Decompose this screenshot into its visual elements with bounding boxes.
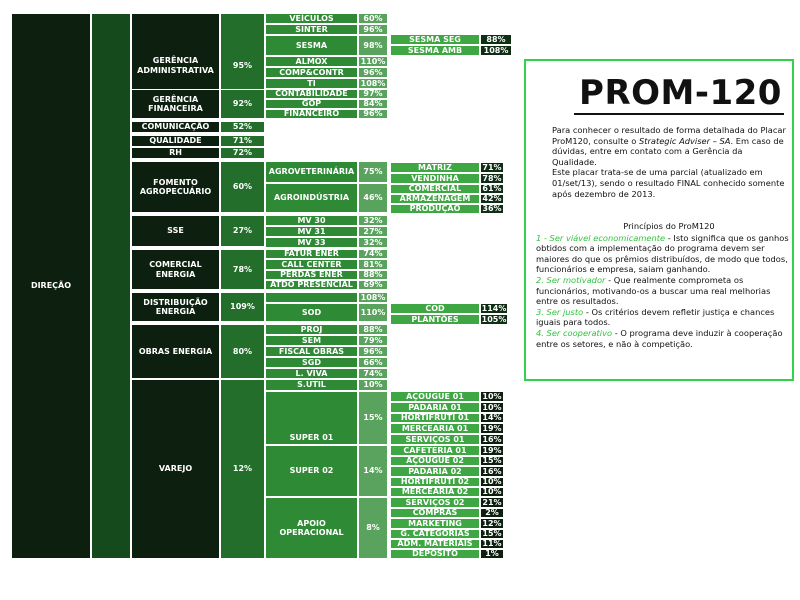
unit-name: MV 31	[297, 226, 326, 236]
unit-value	[480, 391, 504, 402]
value-text: 36%	[482, 204, 502, 214]
principle-item	[536, 233, 792, 275]
unit-value	[358, 183, 388, 213]
unit-contabilidade	[265, 89, 358, 99]
unit-financeiro	[265, 109, 358, 119]
unit-value	[358, 280, 388, 290]
unit-name: TI	[307, 78, 316, 88]
value-text: 71%	[482, 162, 502, 172]
unit-name: VENDINHA	[411, 173, 459, 183]
unit-name: MARKETING	[408, 518, 462, 528]
unit-name: COD	[425, 303, 445, 313]
unit-acougue-02	[390, 456, 480, 466]
value-text: 92%	[232, 99, 253, 109]
mgmt-name: GERÊNCIA ADMINISTRATIVA	[137, 56, 214, 75]
value-text: 11%	[482, 539, 502, 549]
unit-name: COMERCIAL	[408, 184, 462, 194]
mgmt-value	[220, 121, 265, 133]
unit-value	[480, 184, 504, 194]
unit-value	[480, 529, 504, 539]
unit-acougue-01	[390, 391, 480, 402]
value-text: 97%	[363, 89, 383, 99]
unit-name: GOP	[301, 99, 322, 109]
unit-servicos-01	[390, 434, 480, 445]
unit-matriz	[390, 162, 480, 173]
unit-name: PRODUÇÃO	[409, 204, 461, 214]
unit-value	[358, 215, 388, 226]
unit-padaria-01	[390, 402, 480, 413]
unit-value	[358, 497, 388, 559]
unit-name: SESMA SEG	[409, 34, 461, 44]
unit-name: ARMAZENAGEM	[399, 194, 471, 204]
unit-value	[358, 226, 388, 237]
unit-name: AÇOUGUE 01	[406, 391, 464, 401]
value-text: 16%	[482, 434, 502, 444]
unit-value	[480, 194, 504, 204]
unit-name: COMP&CONTR	[279, 67, 344, 77]
value-text: 27%	[232, 226, 253, 236]
principle-label: 4. Ser cooperativo	[536, 327, 613, 338]
director-connector-column	[91, 13, 131, 559]
unit-deposito	[390, 549, 480, 559]
unit-distrib-blank	[265, 292, 358, 303]
mgmt-name: SSE	[167, 226, 184, 236]
unit-name: FISCAL OBRAS	[278, 346, 345, 356]
unit-name: L. VIVA	[295, 368, 328, 378]
unit-value	[480, 34, 512, 45]
unit-adm-materiais	[390, 539, 480, 549]
unit-sem	[265, 335, 358, 346]
unit-name: MV 33	[297, 237, 326, 247]
unit-name: CONTABILIDADE	[275, 89, 348, 99]
value-text: 60%	[363, 13, 383, 23]
unit-mv31	[265, 226, 358, 237]
mgmt-value	[220, 89, 265, 119]
unit-name: AGROINDÚSTRIA	[273, 193, 350, 203]
unit-name: FINANCEIRO	[283, 109, 340, 119]
unit-name: AGROVETERINÁRIA	[268, 167, 355, 177]
value-text: 88%	[363, 324, 383, 334]
unit-name: SEM	[301, 335, 322, 345]
value-text: 15%	[482, 529, 502, 539]
unit-vendinha	[390, 173, 480, 184]
unit-s-util	[265, 379, 358, 391]
unit-value	[358, 237, 388, 248]
unit-super-02	[265, 445, 358, 497]
unit-value	[358, 24, 388, 35]
mgmt-value	[220, 161, 265, 213]
value-text: 78%	[232, 264, 253, 274]
mgmt-name: DISTRIBUIÇÃO ENERGIA	[143, 297, 208, 316]
unit-name: SOD	[301, 307, 322, 317]
value-text: 66%	[363, 357, 383, 367]
mgmt-name: FOMENTO AGROPECUÁRIO	[139, 177, 212, 196]
value-text: 15%	[363, 413, 383, 423]
value-text: 88%	[363, 270, 383, 280]
value-text: 10%	[482, 391, 502, 401]
principle-item	[536, 307, 792, 328]
unit-name: MERCEARIA 02	[401, 487, 469, 497]
value-text: 72%	[232, 148, 253, 158]
value-text: 96%	[363, 109, 383, 119]
unit-value	[480, 518, 504, 529]
principle-item	[536, 275, 792, 307]
unit-name: SUPER 02	[289, 466, 334, 476]
value-text: 110%	[360, 56, 386, 66]
unit-armazenagem	[390, 194, 480, 204]
unit-agroindustria	[265, 183, 358, 213]
value-text: 10%	[482, 402, 502, 412]
value-text: 79%	[363, 335, 383, 345]
principle-label: 2. Ser motivador	[536, 274, 606, 285]
director-box	[11, 13, 91, 559]
unit-hortifruti-01	[390, 413, 480, 423]
mgmt-name: OBRAS ENERGIA	[138, 346, 213, 356]
unit-value	[480, 487, 504, 497]
mgmt-value	[220, 135, 265, 147]
value-text: 110%	[360, 307, 386, 317]
unit-almox	[265, 56, 358, 67]
unit-value	[480, 45, 512, 56]
unit-atdo-presencial	[265, 280, 358, 290]
unit-mv33	[265, 237, 358, 248]
value-text: 108%	[360, 292, 386, 302]
unit-value	[358, 270, 388, 280]
unit-value	[480, 466, 504, 477]
value-text: 96%	[363, 67, 383, 77]
mgmt-rh	[131, 147, 220, 159]
unit-value	[358, 78, 388, 89]
unit-proj	[265, 324, 358, 335]
unit-fiscal-obras	[265, 346, 358, 357]
mgmt-comercial-energia	[131, 249, 220, 290]
unit-name: MV 30	[297, 215, 326, 225]
unit-perdas-ener	[265, 270, 358, 280]
value-text: 84%	[363, 99, 383, 109]
value-text: 15%	[482, 456, 502, 466]
unit-value	[358, 324, 388, 335]
prom-title: PROM-120	[579, 73, 782, 113]
value-text: 105%	[481, 314, 507, 324]
unit-gop	[265, 99, 358, 109]
unit-value	[480, 497, 504, 508]
mgmt-name: VAREJO	[158, 464, 193, 474]
value-text: 74%	[363, 368, 383, 378]
value-text: 2%	[485, 508, 499, 518]
unit-value	[480, 477, 504, 487]
value-text: 19%	[482, 445, 502, 455]
unit-value	[358, 357, 388, 368]
unit-mercearia-01	[390, 423, 480, 434]
value-text: 88%	[486, 34, 506, 44]
unit-name: AÇOUGUE 02	[406, 456, 464, 466]
unit-name: S.UTIL	[297, 380, 326, 390]
unit-value	[358, 67, 388, 78]
unit-name: HORTIFRUTI 01	[400, 413, 470, 423]
unit-cod	[390, 303, 480, 314]
value-text: 69%	[363, 280, 383, 290]
value-text: 60%	[232, 182, 253, 192]
unit-name: ALMOX	[295, 56, 328, 66]
unit-name: APOIO OPERACIONAL	[279, 518, 344, 537]
value-text: 61%	[482, 184, 502, 194]
unit-g-categorias	[390, 529, 480, 539]
unit-name: MERCEARIA 01	[401, 423, 469, 433]
unit-sinter	[265, 24, 358, 35]
unit-value	[358, 56, 388, 67]
value-text: 1%	[485, 549, 499, 559]
unit-apoio-operacional	[265, 497, 358, 559]
mgmt-fomento-agropecuario	[131, 161, 220, 213]
unit-name: SESMA AMB	[407, 45, 463, 55]
unit-value	[480, 456, 504, 466]
mgmt-value	[220, 147, 265, 159]
unit-compras	[390, 508, 480, 518]
unit-name: G. CATEGORIAS	[400, 529, 470, 539]
value-text: 52%	[232, 122, 253, 132]
value-text: 32%	[363, 237, 383, 247]
value-text: 21%	[482, 497, 502, 507]
unit-value	[480, 173, 504, 184]
intro-after: . Em caso de dúvidas, entre em contato com a Gerência da Qualidade.	[552, 135, 784, 167]
unit-sesma-amb	[390, 45, 480, 56]
unit-name: SINTER	[295, 24, 328, 34]
value-text: 32%	[363, 215, 383, 225]
value-text: 46%	[363, 193, 383, 203]
value-text: 10%	[363, 380, 383, 390]
intro-text	[552, 125, 788, 199]
unit-value	[358, 259, 388, 270]
unit-name: CAFETERIA 01	[403, 445, 467, 455]
unit-name: PLANTÕES	[411, 314, 459, 324]
value-text: 108%	[360, 78, 386, 88]
mgmt-value	[220, 249, 265, 290]
unit-mv30	[265, 215, 358, 226]
unit-super-01	[265, 391, 358, 445]
unit-value	[358, 368, 388, 379]
unit-veiculos	[265, 13, 358, 24]
value-text: 42%	[482, 194, 502, 204]
value-text: 74%	[363, 249, 383, 259]
principle-text: - Os critérios devem refletir justiça e chances iguais para todos.	[536, 306, 775, 328]
unit-name: SESMA	[295, 40, 328, 50]
intro-company: Strategic Adviser – SA	[638, 135, 731, 146]
principle-label: 3. Ser justo	[536, 306, 584, 317]
unit-call-center	[265, 259, 358, 270]
mgmt-qualidade	[131, 135, 220, 147]
value-text: 80%	[232, 346, 253, 356]
unit-value	[358, 161, 388, 183]
mgmt-gerencia-financeira	[131, 89, 220, 119]
unit-value	[358, 109, 388, 119]
unit-value	[358, 346, 388, 357]
unit-value	[358, 292, 388, 303]
unit-name: ATDO PRESENCIAL	[270, 280, 353, 290]
value-text: 16%	[482, 466, 502, 476]
unit-l-viva	[265, 368, 358, 379]
unit-name: SERVIÇOS 02	[405, 497, 465, 507]
value-text: 109%	[230, 302, 255, 312]
unit-sesma-seg	[390, 34, 480, 45]
mgmt-name: COMERCIAL ENERGIA	[149, 260, 202, 279]
mgmt-name: GERÊNCIA FINANCEIRA	[148, 94, 203, 113]
mgmt-sse	[131, 215, 220, 247]
principle-text: - Isto significa que os ganhos obtidos com a implementação do programa devem ser maiores do que os prêmios distribuídos, de modo que todos, funcionários e empresa, saiam ganhando.	[536, 232, 789, 275]
unit-name: CALL CENTER	[281, 259, 342, 269]
unit-producao	[390, 204, 480, 214]
unit-mercearia-02	[390, 487, 480, 497]
principles-section	[536, 221, 792, 349]
value-text: 98%	[363, 40, 383, 50]
unit-marketing	[390, 518, 480, 529]
unit-value	[358, 249, 388, 259]
intro-update: Este placar trata-se de uma parcial (atualizado em 01/set/13), sendo o resultado FINAL conhecido somente após dezembro de 2013.	[552, 167, 785, 199]
unit-fatur-ener	[265, 249, 358, 259]
director-label: DIREÇÃO	[30, 281, 72, 291]
value-text: 114%	[481, 303, 507, 313]
mgmt-name: QUALIDADE	[149, 136, 202, 146]
unit-name: FATUR ENER	[284, 249, 339, 259]
intro-paragraph	[552, 125, 788, 167]
unit-value	[480, 204, 504, 214]
unit-name: COMPRAS	[412, 508, 458, 518]
unit-name: HORTIFRUTI 02	[400, 477, 470, 487]
value-text: 27%	[363, 226, 383, 236]
unit-comp-contr	[265, 67, 358, 78]
unit-sgd	[265, 357, 358, 368]
mgmt-value	[220, 379, 265, 559]
mgmt-name: COMUNICAÇÃO	[141, 122, 210, 132]
unit-name: SGD	[302, 357, 321, 367]
principles-title: Princípios do ProM120	[623, 221, 715, 231]
principle-label: 1 - Ser viável economicamente	[536, 232, 666, 243]
value-text: 75%	[363, 167, 383, 177]
unit-sod	[265, 303, 358, 322]
mgmt-value	[220, 292, 265, 322]
unit-value	[358, 445, 388, 497]
unit-agroveterinaria	[265, 161, 358, 183]
mgmt-value	[220, 215, 265, 247]
unit-servicos-02	[390, 497, 480, 508]
unit-name: ADM. MATERIAIS	[397, 539, 473, 549]
principle-text: - O programa deve induzir à cooperação entre os setores, e não à competição.	[536, 327, 783, 349]
unit-name: PADARIA 02	[408, 466, 462, 476]
unit-value	[358, 35, 388, 56]
unit-name: VEÍCULOS	[289, 13, 334, 23]
unit-value	[358, 391, 388, 445]
mgmt-name: RH	[169, 148, 182, 158]
mgmt-comunicacao	[131, 121, 220, 133]
value-text: 10%	[482, 477, 502, 487]
unit-name: PROJ	[300, 324, 323, 334]
value-text: 78%	[482, 173, 502, 183]
unit-value	[358, 99, 388, 109]
unit-ti	[265, 78, 358, 89]
value-text: 10%	[482, 487, 502, 497]
unit-name: PERDAS ENER	[280, 270, 343, 280]
unit-value	[480, 445, 504, 456]
unit-value	[358, 13, 388, 24]
principle-item	[536, 328, 792, 349]
unit-cafeteria-01	[390, 445, 480, 456]
unit-value	[358, 303, 388, 322]
unit-comercial	[390, 184, 480, 194]
unit-value	[358, 379, 388, 391]
unit-plantoes	[390, 314, 480, 325]
value-text: 81%	[363, 259, 383, 269]
unit-value	[480, 423, 504, 434]
unit-value	[358, 89, 388, 99]
principle-text: - Que realmente comprometa os funcionários, motivando-os a buscar uma real melhorias entre os resultados.	[536, 274, 771, 307]
unit-value	[480, 413, 504, 423]
value-text: 12%	[482, 518, 502, 528]
unit-value	[480, 303, 508, 314]
value-text: 96%	[363, 24, 383, 34]
intro-before: Para conhecer o resultado de forma detalhada do Placar ProM120, consulte o	[552, 125, 786, 146]
title-underline	[574, 113, 784, 115]
unit-name: SERVIÇOS 01	[405, 434, 465, 444]
mgmt-varejo	[131, 379, 220, 559]
unit-value	[358, 335, 388, 346]
unit-value	[480, 402, 504, 413]
unit-value	[480, 434, 504, 445]
value-text: 8%	[366, 523, 380, 533]
mgmt-value	[220, 324, 265, 379]
mgmt-distribuicao-energia	[131, 292, 220, 322]
info-panel	[524, 59, 794, 381]
value-text: 14%	[363, 466, 383, 476]
unit-value	[480, 508, 504, 518]
value-text: 14%	[482, 413, 502, 423]
unit-value	[480, 162, 504, 173]
unit-name: MATRIZ	[418, 162, 452, 172]
value-text: 95%	[232, 60, 253, 70]
unit-value	[480, 314, 508, 325]
value-text: 108%	[483, 45, 509, 55]
unit-value	[480, 539, 504, 549]
unit-padaria-02	[390, 466, 480, 477]
unit-sesma	[265, 35, 358, 56]
unit-hortifruti-02	[390, 477, 480, 487]
unit-name: SUPER 01	[289, 432, 334, 442]
value-text: 96%	[363, 346, 383, 356]
value-text: 19%	[482, 423, 502, 433]
value-text: 12%	[232, 464, 253, 474]
unit-name: PADARIA 01	[408, 402, 462, 412]
unit-value	[480, 549, 504, 559]
mgmt-obras-energia	[131, 324, 220, 379]
unit-name: DEPÓSITO	[412, 549, 458, 559]
value-text: 71%	[232, 136, 253, 146]
